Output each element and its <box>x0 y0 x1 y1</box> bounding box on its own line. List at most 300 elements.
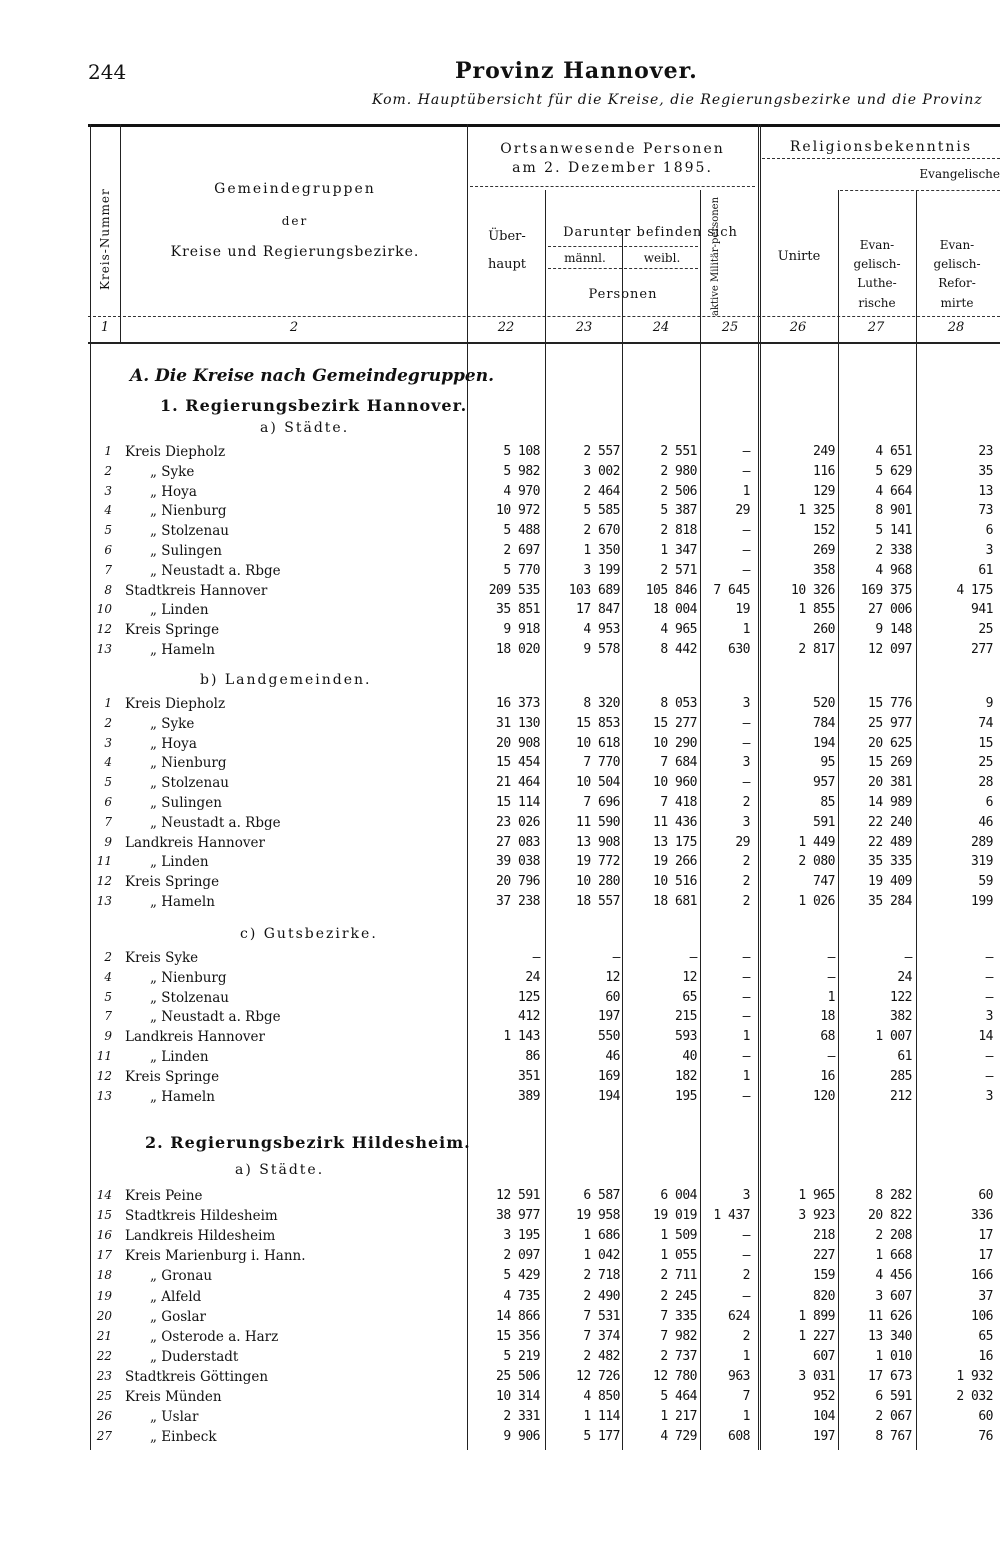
colnum-28: 28 <box>947 320 965 335</box>
row-name: „ Nienburg <box>150 503 227 520</box>
row-name: „ Gronau <box>150 1268 213 1285</box>
row-name: Kreis Syke <box>125 950 199 966</box>
table-row <box>0 990 1000 1010</box>
cell-col-28: 17 <box>978 1248 993 1264</box>
header-lutherische <box>840 236 914 313</box>
cell-col-27: 212 <box>890 1088 912 1104</box>
cell-col-25: — <box>742 1049 750 1064</box>
cell-col-27: 17 673 <box>868 1368 912 1384</box>
cell-col-23: 7 374 <box>583 1328 620 1344</box>
cell-col-27: 35 284 <box>868 894 912 909</box>
cell-col-28: — <box>985 1068 993 1084</box>
cell-col-23: 194 <box>598 1088 620 1104</box>
cell-col-27: 6 591 <box>875 1389 912 1404</box>
cell-col-22: 35 851 <box>496 602 540 618</box>
cell-col-24: 7 418 <box>660 795 697 810</box>
cell-col-24: 215 <box>675 1009 697 1025</box>
cell-col-27: 14 989 <box>868 795 912 810</box>
cell-col-24: 6 004 <box>660 1188 697 1203</box>
cell-col-25: — <box>742 463 750 479</box>
cell-col-22: 14 866 <box>496 1308 540 1324</box>
cell-col-27: 2 067 <box>875 1409 912 1425</box>
cell-col-24: 40 <box>682 1049 697 1064</box>
table-caption: Kom. Hauptübersicht für die Kreise, die Regierungsbezirke und die Provinz <box>372 92 983 108</box>
cell-col-24: 8 442 <box>660 642 697 657</box>
cell-col-28: 6 <box>985 795 993 810</box>
header-ueberhaupt <box>470 228 544 273</box>
table-row <box>0 1228 1000 1248</box>
cell-col-22: 9 906 <box>503 1429 540 1445</box>
cell-col-22: 37 238 <box>496 894 540 909</box>
cell-col-26: 120 <box>813 1088 835 1104</box>
cell-col-25: 19 <box>735 602 750 618</box>
cell-col-23: 10 504 <box>576 775 620 791</box>
header-ref-2: gelisch- <box>933 257 981 272</box>
table-row <box>0 543 1000 563</box>
cell-col-25: — <box>742 969 750 985</box>
cell-col-27: — <box>904 950 912 965</box>
cell-col-27: 20 625 <box>868 735 912 751</box>
cell-col-26: 1 965 <box>798 1188 835 1203</box>
cell-col-24: 12 <box>682 969 697 985</box>
cell-col-27: 4 968 <box>875 562 912 578</box>
darunter-rule <box>548 246 698 247</box>
cell-col-25: 1 <box>742 483 750 499</box>
cell-col-26: 129 <box>813 483 835 499</box>
cell-col-24: 19 019 <box>653 1208 697 1224</box>
cell-col-22: 5 219 <box>503 1348 540 1364</box>
row-number: 4 <box>104 755 112 770</box>
row-name: Kreis Springe <box>125 622 220 639</box>
table-row <box>0 1389 1000 1409</box>
row-name: „ Einbeck <box>150 1429 217 1446</box>
cell-col-24: 65 <box>682 989 697 1005</box>
row-name: Kreis Springe <box>125 1068 220 1085</box>
row-number: 8 <box>104 582 112 597</box>
cell-col-22: 4 735 <box>503 1288 540 1304</box>
cell-col-27: 169 375 <box>860 582 912 598</box>
row-name: „ Stolzenau <box>150 775 229 792</box>
cell-col-23: 17 847 <box>576 602 620 618</box>
row-number: 6 <box>104 543 112 557</box>
table-row <box>0 484 1000 504</box>
cell-col-27: 19 409 <box>868 874 912 890</box>
cell-col-23: 3 002 <box>583 463 620 479</box>
row-number: 2 <box>104 715 112 730</box>
header-ref-4: mirte <box>940 295 974 310</box>
header-reformierte <box>918 236 996 313</box>
cell-col-25: — <box>742 444 750 459</box>
cell-col-23: 13 908 <box>576 834 620 850</box>
table-row <box>0 602 1000 622</box>
cell-col-23: 2 557 <box>583 444 620 459</box>
cell-col-26: 1 <box>827 989 835 1005</box>
cell-col-23: 1 114 <box>583 1409 620 1425</box>
cell-col-28: 199 <box>971 894 993 909</box>
header-darunter: Darunter befinden sich <box>563 225 738 240</box>
cell-col-25: 2 <box>742 1328 750 1344</box>
cell-col-28: 15 <box>978 735 993 751</box>
cell-col-24: — <box>689 950 697 965</box>
cell-col-23: 11 590 <box>576 814 620 830</box>
cell-col-26: 1 227 <box>798 1328 835 1344</box>
cell-col-26: 10 326 <box>791 582 835 598</box>
cell-col-24: 18 004 <box>653 602 697 618</box>
cell-col-28: 277 <box>971 642 993 657</box>
row-name: „ Syke <box>150 715 195 732</box>
table-row <box>0 1049 1000 1069</box>
header-luth-2: gelisch- <box>853 257 901 272</box>
row-number: 25 <box>96 1389 112 1403</box>
cell-col-22: 25 506 <box>496 1368 540 1384</box>
cell-col-28: 106 <box>971 1308 993 1324</box>
ortsanwesend-rule <box>470 186 755 187</box>
colnum-24: 24 <box>652 320 670 335</box>
cell-col-24: 15 277 <box>653 715 697 731</box>
cell-col-25: — <box>742 1288 750 1304</box>
table-row <box>0 894 1000 914</box>
cell-col-28: — <box>985 1049 993 1064</box>
row-number: 21 <box>96 1328 112 1343</box>
cell-col-26: 249 <box>813 444 835 459</box>
cell-col-24: 4 965 <box>660 622 697 638</box>
row-number: 4 <box>104 969 112 984</box>
cell-col-27: 25 977 <box>868 715 912 731</box>
cell-col-23: 5 177 <box>583 1429 620 1445</box>
table-row <box>0 464 1000 484</box>
cell-col-26: 520 <box>813 696 835 711</box>
cell-col-22: 23 026 <box>496 814 540 830</box>
row-number: 3 <box>104 483 112 498</box>
header-ref-1: Evan- <box>939 238 975 252</box>
row-name: Kreis Marienburg i. Hann. <box>125 1248 306 1265</box>
cell-col-28: 61 <box>978 562 993 578</box>
page-number: 244 <box>88 60 127 84</box>
cell-col-24: 8 053 <box>660 696 697 711</box>
cell-col-25: 2 <box>742 854 750 870</box>
header-date: am 2. Dezember 1895. <box>512 159 713 176</box>
cell-col-25: — <box>742 715 750 731</box>
table-row <box>0 1349 1000 1369</box>
cell-col-26: 1 026 <box>798 894 835 909</box>
row-name: Kreis Peine <box>125 1188 203 1204</box>
cell-col-28: — <box>985 950 993 965</box>
cell-col-26: 747 <box>813 874 835 890</box>
cell-col-22: 39 038 <box>496 854 540 870</box>
cell-col-28: 9 <box>985 696 993 711</box>
cell-col-26: 16 <box>820 1068 835 1084</box>
cell-col-27: 5 141 <box>875 523 912 539</box>
table-row <box>0 1188 1000 1208</box>
cell-col-22: 18 020 <box>496 642 540 657</box>
cell-col-26: 218 <box>813 1228 835 1244</box>
cell-col-28: 941 <box>971 602 993 618</box>
row-name: „ Linden <box>150 854 209 871</box>
cell-col-22: 15 114 <box>496 795 540 810</box>
row-number: 9 <box>104 834 112 849</box>
cell-col-28: 289 <box>971 834 993 850</box>
cell-col-23: 3 199 <box>583 562 620 578</box>
row-number: 13 <box>96 1088 112 1103</box>
table-row <box>0 1268 1000 1288</box>
cell-col-25: 963 <box>728 1368 750 1384</box>
cell-col-25: 608 <box>728 1429 750 1445</box>
header-weibl: weibl. <box>643 251 681 265</box>
cell-col-24: 2 551 <box>660 444 697 459</box>
row-number: 11 <box>96 854 112 869</box>
cell-col-24: 182 <box>675 1068 697 1084</box>
cell-col-24: 10 290 <box>653 735 697 751</box>
cell-col-24: 2 737 <box>660 1348 697 1364</box>
cell-col-26: 591 <box>813 814 835 830</box>
row-name: Stadtkreis Hildesheim <box>125 1208 278 1225</box>
table-row <box>0 563 1000 583</box>
row-name: „ Stolzenau <box>150 523 229 540</box>
row-name: „ Nienburg <box>150 969 227 986</box>
cell-col-24: 2 506 <box>660 483 697 499</box>
cell-col-28: 2 032 <box>956 1389 993 1404</box>
cell-col-26: 68 <box>820 1029 835 1045</box>
header-gemeindegruppen-line2: der <box>281 213 309 228</box>
header-personen: Personen <box>588 287 658 302</box>
row-name: Kreis Diepholz <box>125 444 226 460</box>
cell-col-26: 1 855 <box>798 602 835 618</box>
cell-col-28: 3 <box>985 543 993 558</box>
row-name: „ Hoya <box>150 483 197 500</box>
cell-col-26: 3 923 <box>798 1208 835 1224</box>
cell-col-23: 12 <box>605 969 620 985</box>
row-number: 1 <box>104 696 112 710</box>
cell-col-27: 4 456 <box>875 1268 912 1284</box>
cell-col-23: 6 587 <box>583 1188 620 1203</box>
cell-col-25: — <box>742 1248 750 1264</box>
cell-col-28: — <box>985 989 993 1005</box>
cell-col-24: 1 347 <box>660 543 697 558</box>
cell-col-25: 3 <box>742 696 750 711</box>
bezirk-hildesheim-heading: 2. Regierungsbezirk Hildesheim. <box>145 1133 471 1152</box>
row-number: 9 <box>104 1029 112 1044</box>
row-number: 22 <box>96 1348 112 1363</box>
cell-col-26: — <box>827 1049 835 1064</box>
cell-col-27: 24 <box>897 969 912 985</box>
cell-col-27: 27 006 <box>868 602 912 618</box>
cell-col-23: 4 850 <box>583 1389 620 1404</box>
cell-col-25: 1 <box>742 622 750 638</box>
cell-col-26: 3 031 <box>798 1368 835 1384</box>
cell-col-27: 1 668 <box>875 1248 912 1264</box>
cell-col-22: 10 972 <box>496 503 540 519</box>
row-name: Landkreis Hannover <box>125 834 265 851</box>
table-row <box>0 1208 1000 1228</box>
row-number: 18 <box>96 1268 112 1283</box>
subheading-staedte-2: a) Städte. <box>235 1162 325 1178</box>
header-unirte: Unirte <box>777 249 821 264</box>
cell-col-23: 46 <box>605 1049 620 1064</box>
cell-col-23: 2 718 <box>583 1268 620 1284</box>
cell-col-28: 35 <box>978 463 993 479</box>
cell-col-22: 5 108 <box>503 444 540 459</box>
header-bottom-rule <box>88 342 1000 344</box>
cell-col-28: 46 <box>978 814 993 830</box>
cell-col-22: 9 918 <box>503 622 540 638</box>
table-row <box>0 1089 1000 1109</box>
cell-col-22: 38 977 <box>496 1208 540 1224</box>
cell-col-22: 20 908 <box>496 735 540 751</box>
cell-col-28: 13 <box>978 483 993 499</box>
cell-col-26: 269 <box>813 543 835 558</box>
cell-col-24: 1 509 <box>660 1228 697 1244</box>
table-row <box>0 1309 1000 1329</box>
row-name: Kreis Diepholz <box>125 696 226 712</box>
header-aktive-militaer: aktive Militär-personen <box>710 196 721 316</box>
row-number: 15 <box>96 1208 112 1223</box>
row-name: Landkreis Hildesheim <box>125 1228 276 1245</box>
cell-col-23: 12 726 <box>576 1368 620 1384</box>
colnum-27: 27 <box>867 320 885 335</box>
row-number: 17 <box>96 1248 112 1263</box>
cell-col-23: 10 280 <box>576 874 620 890</box>
table-row <box>0 1329 1000 1349</box>
cell-col-27: 5 629 <box>875 463 912 479</box>
header-gemeindegruppen-line1: Gemeindegruppen <box>214 181 376 197</box>
table-row <box>0 583 1000 603</box>
row-number: 12 <box>96 874 112 889</box>
table-row <box>0 835 1000 855</box>
row-number: 6 <box>104 795 112 809</box>
colnum-2: 2 <box>289 320 299 335</box>
cell-col-24: 4 729 <box>660 1429 697 1445</box>
table-row <box>0 815 1000 835</box>
cell-col-28: 14 <box>978 1029 993 1045</box>
cell-col-25: 1 <box>742 1348 750 1364</box>
cell-col-27: 4 651 <box>875 444 912 459</box>
cell-col-26: 1 899 <box>798 1308 835 1324</box>
header-gemeindegruppen-line3: Kreise und Regierungsbezirke. <box>170 244 420 261</box>
cell-col-25: 3 <box>742 1188 750 1203</box>
header-ortsanwesend <box>470 140 755 178</box>
cell-col-26: 2 817 <box>798 642 835 657</box>
cell-col-28: 17 <box>978 1228 993 1244</box>
cell-col-22: 412 <box>518 1009 540 1025</box>
cell-col-28: 25 <box>978 622 993 638</box>
cell-col-22: 209 535 <box>488 582 540 598</box>
row-number: 13 <box>96 894 112 908</box>
cell-col-27: 15 269 <box>868 755 912 771</box>
cell-col-26: 820 <box>813 1288 835 1304</box>
table-row <box>0 795 1000 815</box>
row-name: „ Hameln <box>150 894 215 910</box>
cell-col-26: 952 <box>813 1389 835 1404</box>
cell-col-28: 3 <box>985 1009 993 1025</box>
cell-col-25: 2 <box>742 1268 750 1284</box>
cell-col-23: 4 953 <box>583 622 620 638</box>
cell-col-23: 7 770 <box>583 755 620 771</box>
cell-col-24: 5 464 <box>660 1389 697 1404</box>
cell-col-22: 24 <box>525 969 540 985</box>
cell-col-26: 152 <box>813 523 835 539</box>
cell-col-28: 76 <box>978 1429 993 1445</box>
header-ueberhaupt-line2: haupt <box>487 256 527 272</box>
cell-col-26: 607 <box>813 1348 835 1364</box>
table-row <box>0 970 1000 990</box>
table-row <box>0 1429 1000 1449</box>
cell-col-23: 550 <box>598 1029 620 1045</box>
cell-col-27: 35 335 <box>868 854 912 870</box>
cell-col-28: 74 <box>978 715 993 731</box>
cell-col-25: 1 <box>742 1068 750 1084</box>
table-row <box>0 1409 1000 1429</box>
cell-col-23: 1 042 <box>583 1248 620 1264</box>
cell-col-25: — <box>742 543 750 558</box>
row-number: 16 <box>96 1228 112 1243</box>
cell-col-27: 22 240 <box>868 814 912 830</box>
cell-col-23: 9 578 <box>583 642 620 657</box>
header-ueberhaupt-line1: Über- <box>488 229 526 244</box>
header-gemeindegruppen <box>130 180 460 262</box>
cell-col-23: 15 853 <box>576 715 620 731</box>
col1-divider <box>120 124 121 344</box>
colnum-26: 26 <box>789 320 807 335</box>
table-row <box>0 736 1000 756</box>
header-evangelische: Evangelische <box>919 167 1000 181</box>
cell-col-28: 59 <box>978 874 993 890</box>
cell-col-25: 3 <box>742 755 750 771</box>
row-number: 4 <box>104 503 112 518</box>
header-religion: Religionsbekenntnis <box>789 139 973 155</box>
cell-col-24: 19 266 <box>653 854 697 870</box>
cell-col-22: 16 373 <box>496 696 540 711</box>
row-number: 27 <box>96 1429 112 1444</box>
cell-col-26: 1 449 <box>798 834 835 850</box>
row-number: 12 <box>96 622 112 637</box>
table-row <box>0 1369 1000 1389</box>
cell-col-25: — <box>742 1088 750 1104</box>
cell-col-23: 7 696 <box>583 795 620 810</box>
cell-col-25: 624 <box>728 1308 750 1324</box>
cell-col-27: 20 381 <box>868 775 912 791</box>
cell-col-26: 260 <box>813 622 835 638</box>
row-number: 10 <box>96 602 112 617</box>
cell-col-27: 285 <box>890 1068 912 1084</box>
subheading-staedte-1: a) Städte. <box>260 420 350 436</box>
cell-col-23: 8 320 <box>583 696 620 711</box>
row-number: 19 <box>96 1288 112 1303</box>
table-row <box>0 696 1000 716</box>
cell-col-23: — <box>612 950 620 965</box>
row-name: Kreis Münden <box>125 1389 222 1405</box>
cell-col-22: 5 488 <box>503 523 540 539</box>
cell-col-27: 20 822 <box>868 1208 912 1224</box>
cell-col-25: — <box>742 1009 750 1025</box>
subheading-landgemeinden: b) Landgemeinden. <box>200 672 372 688</box>
cell-col-24: 2 980 <box>660 463 697 479</box>
cell-col-24: 7 335 <box>660 1308 697 1324</box>
row-number: 7 <box>104 814 112 829</box>
table-row <box>0 622 1000 642</box>
cell-col-25: 2 <box>742 894 750 909</box>
row-name: Kreis Springe <box>125 874 220 891</box>
cell-col-26: — <box>827 969 835 985</box>
cell-col-25: — <box>742 562 750 578</box>
cell-col-26: 116 <box>813 463 835 479</box>
row-name: „ Osterode a. Harz <box>150 1328 279 1345</box>
cell-col-28: 60 <box>978 1409 993 1425</box>
row-name: „ Alfeld <box>150 1288 202 1305</box>
row-name: Landkreis Hannover <box>125 1029 265 1046</box>
cell-col-28: 6 <box>985 523 993 539</box>
cell-col-28: 336 <box>971 1208 993 1224</box>
subheading-gutsbezirke: c) Gutsbezirke. <box>240 926 378 942</box>
